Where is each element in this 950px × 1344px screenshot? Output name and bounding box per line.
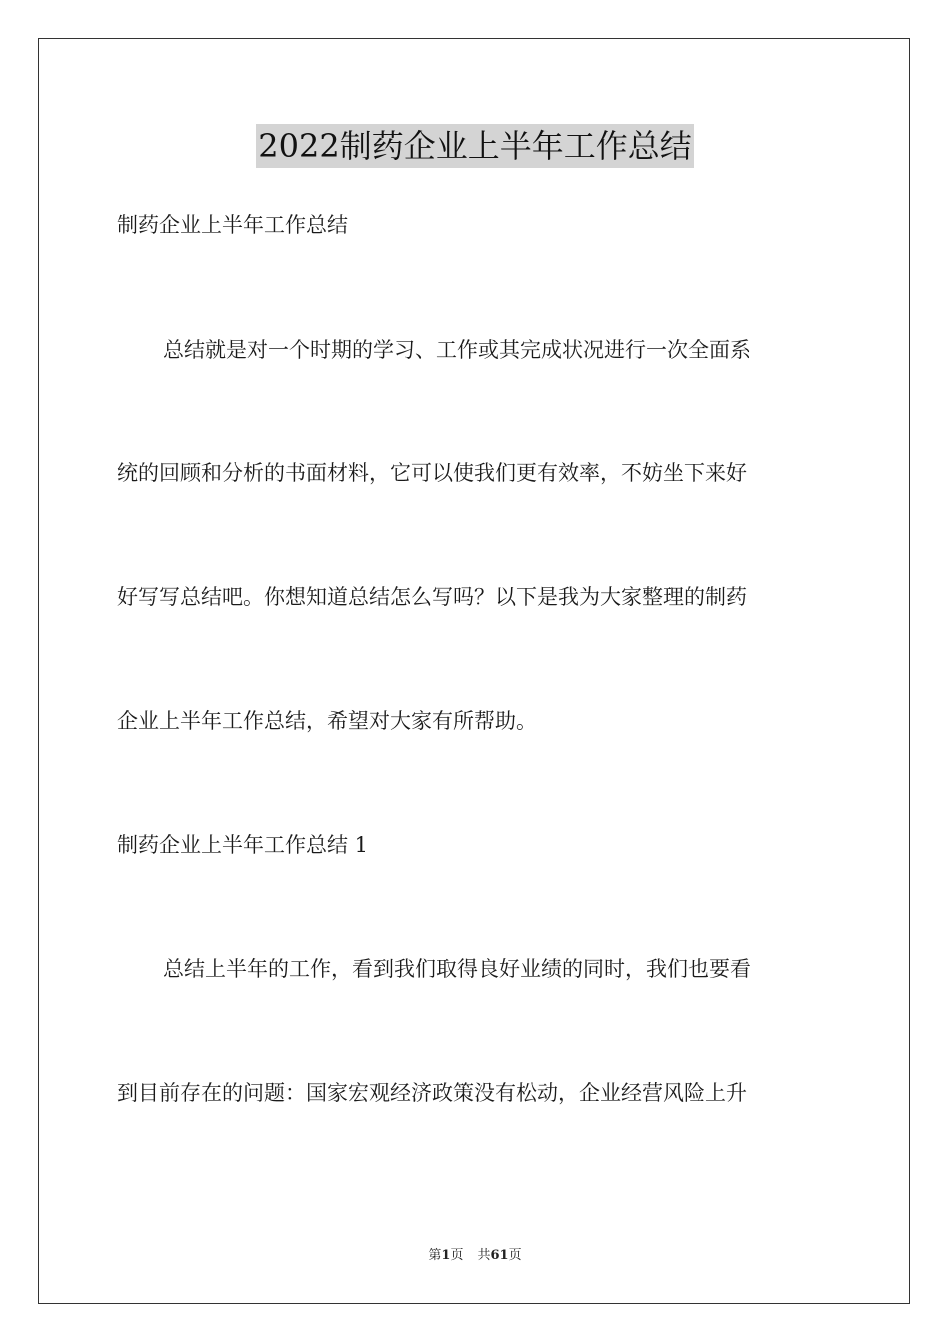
- footer-page-prefix: 第: [428, 1248, 442, 1263]
- document-title: 2022制药企业上半年工作总结: [256, 124, 693, 168]
- footer-total-suffix: 页: [508, 1248, 522, 1263]
- footer-page-suffix: 页: [450, 1248, 464, 1263]
- subtitle-line: 制药企业上半年工作总结: [117, 213, 348, 237]
- paragraph-line: 到目前存在的问题：国家宏观经济政策没有松动，企业经营风险上升: [117, 1081, 747, 1105]
- footer-total-pages: 61: [490, 1248, 509, 1263]
- paragraph-line: 企业上半年工作总结，希望对大家有所帮助。: [117, 709, 537, 733]
- section-heading: 制药企业上半年工作总结 1: [117, 833, 369, 857]
- footer-page-number: 1: [441, 1248, 451, 1263]
- page-footer: [0, 1247, 950, 1265]
- paragraph-line: 总结上半年的工作，看到我们取得良好业绩的同时，我们也要看: [163, 957, 751, 981]
- paragraph-line: 统的回顾和分析的书面材料，它可以使我们更有效率，不妨坐下来好: [117, 461, 747, 485]
- paragraph-line: 好写写总结吧。你想知道总结怎么写吗？以下是我为大家整理的制药: [117, 585, 747, 609]
- paragraph-line: 总结就是对一个时期的学习、工作或其完成状况进行一次全面系: [163, 338, 751, 362]
- title-container: [0, 124, 950, 168]
- footer-total-prefix: 共: [477, 1248, 491, 1263]
